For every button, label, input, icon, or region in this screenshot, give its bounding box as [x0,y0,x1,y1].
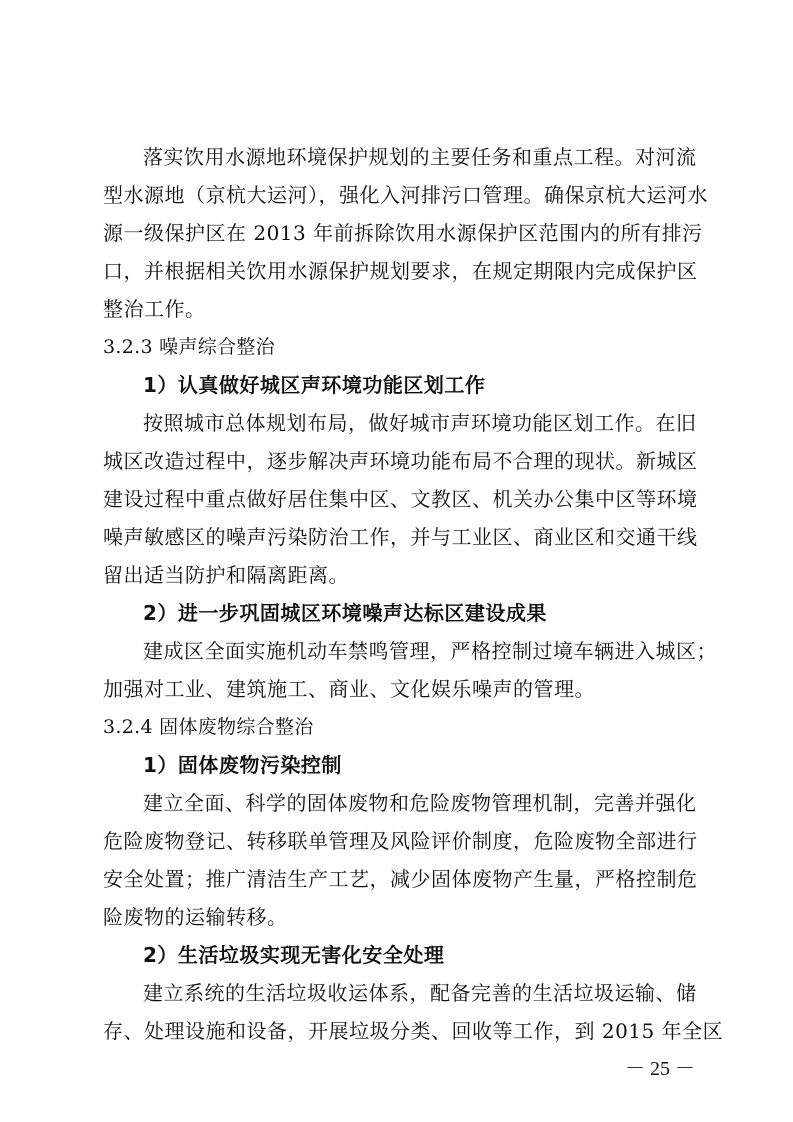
subsection-heading: 1）认真做好城区声环境功能区划工作 [143,373,486,397]
paragraph-line: 噪声敏感区的噪声污染防治工作，并与工业区、商业区和交通干线 [103,525,698,549]
paragraph-line: 留出适当防护和隔离距离。 [103,563,349,587]
paragraph-line: 落实饮用水源地环境保护规划的主要任务和重点工程。对河流 [143,145,697,169]
paragraph-line: 按照城市总体规划布局，做好城市声环境功能区划工作。在旧 [143,411,697,435]
paragraph-line: 口，并根据相关饮用水源保护规划要求，在规定期限内完成保护区 [103,259,698,283]
paragraph-line: 城区改造过程中，逐步解决声环境功能布局不合理的现状。新城区 [103,449,698,473]
subsection-heading: 2）生活垃圾实现无害化安全处理 [143,943,445,967]
page-number: － 25 － [625,1058,695,1080]
paragraph-line: 建立全面、科学的固体废物和危险废物管理机制，完善并强化 [143,791,697,815]
paragraph-line: 源一级保护区在 2013 年前拆除饮用水源保护区范围内的所有排污 [103,221,703,245]
paragraph-line: 加强对工业、建筑施工、商业、文化娱乐噪声的管理。 [103,677,595,701]
paragraph-line: 整治工作。 [103,297,206,321]
paragraph-line: 建成区全面实施机动车禁鸣管理，严格控制过境车辆进入城区； [143,639,717,663]
paragraph-line: 险废物的运输转移。 [103,905,288,929]
section-heading: 3.2.4 固体废物综合整治 [103,716,314,738]
section-heading: 3.2.3 噪声综合整治 [103,336,275,358]
paragraph-line: 建设过程中重点做好居住集中区、文教区、机关办公集中区等环境 [103,487,698,511]
paragraph-line: 安全处置；推广清洁生产工艺，减少固体废物产生量，严格控制危 [103,867,698,891]
paragraph-line: 建立系统的生活垃圾收运体系，配备完善的生活垃圾运输、储 [143,981,697,1005]
paragraph-line: 存、处理设施和设备，开展垃圾分类、回收等工作，到 2015 年全区 [103,1019,724,1043]
paragraph-line: 危险废物登记、转移联单管理及风险评价制度，危险废物全部进行 [103,829,698,853]
paragraph-line: 型水源地（京杭大运河），强化入河排污口管理。确保京杭大运河水 [103,183,708,207]
subsection-heading: 1）固体废物污染控制 [143,753,342,777]
subsection-heading: 2）进一步巩固城区环境噪声达标区建设成果 [143,601,547,625]
